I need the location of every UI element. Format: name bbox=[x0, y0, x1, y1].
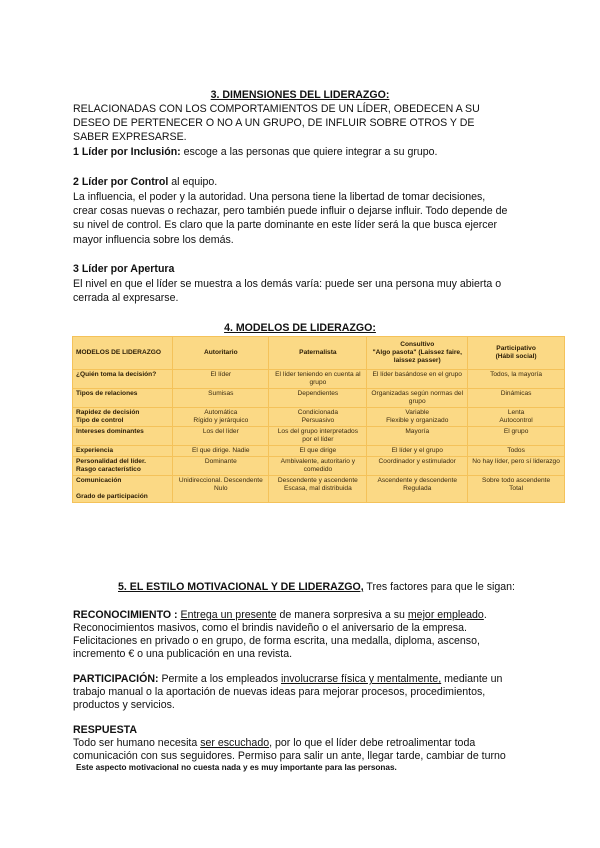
section-4-title: 4. MODELOS DE LIDERAZGO: bbox=[224, 322, 376, 334]
table-cell: Dinámicas bbox=[468, 389, 565, 408]
table-cell: Los del líder bbox=[173, 427, 269, 446]
table-cell: Mayoría bbox=[367, 427, 468, 446]
recognition-desc-3: incremento € o una publicación en una revista. bbox=[73, 648, 293, 660]
section-5-title-tail: Tres factores para que le sigan: bbox=[363, 581, 515, 593]
response-line-1 bbox=[73, 736, 475, 750]
section-3-intro-line-1: RELACIONADAS CON LOS COMPORTAMIENTOS DE UN LÍDER, OBEDECEN A SU bbox=[73, 103, 480, 115]
response-note: Este aspecto motivacional no cuesta nada y es muy importante para las personas. bbox=[76, 763, 397, 772]
participation-desc-2: productos y servicios. bbox=[73, 699, 175, 711]
recognition-underline-2: mejor empleado bbox=[407, 609, 484, 621]
table-cell: Organizadas según normas del grupo bbox=[367, 389, 468, 408]
table-row bbox=[73, 370, 565, 389]
column-header: Autoritario bbox=[173, 337, 269, 370]
recognition-desc-1: Reconocimientos masivos, como el brindis navideño o el aniversario de la empresa. bbox=[73, 622, 467, 634]
section-5-title: 5. EL ESTILO MOTIVACIONAL Y DE LIDERAZGO, bbox=[118, 581, 364, 593]
column-header: Paternalista bbox=[269, 337, 367, 370]
response-label: RESPUESTA bbox=[73, 724, 137, 736]
leader-control-text: al equipo. bbox=[168, 176, 218, 188]
table-cell: El líder y el grupo bbox=[367, 446, 468, 457]
table-row bbox=[73, 446, 565, 457]
table-row bbox=[73, 389, 565, 408]
table-cell: No hay líder, pero sí liderazgo bbox=[468, 457, 565, 476]
row-header-cell: Tipos de relaciones bbox=[73, 389, 173, 408]
table-cell: El que dirige bbox=[269, 446, 367, 457]
recognition-line bbox=[73, 608, 487, 622]
row-header-cell: Intereses dominantes bbox=[73, 427, 173, 446]
table-cell: Ascendente y descendente Regulada bbox=[367, 476, 468, 503]
participation-post: mediante un bbox=[441, 673, 503, 685]
leader-control-desc-1: La influencia, el poder y la autoridad. Una persona tiene la libertad de tomar decisiones, bbox=[73, 191, 486, 203]
table-cell: Ambivalente, autoritario y comedido bbox=[269, 457, 367, 476]
section-3-intro-line-3: SABER EXPRESARSE. bbox=[73, 131, 187, 143]
column-header: MODELOS DE LIDERAZGO bbox=[73, 337, 173, 370]
leader-control-desc-4: mayor influencia sobre los demás. bbox=[73, 234, 234, 246]
recognition-underline-1: Entrega un presente bbox=[180, 609, 277, 621]
table-cell: El que dirige. Nadie bbox=[173, 446, 269, 457]
response-post: , por lo que el líder debe retroalimentar toda bbox=[269, 737, 476, 749]
leader-control-desc-2: crear cosas nuevas o rechazar, pero también puede influir o dejarse influir. Todo depende de bbox=[73, 205, 508, 217]
table-row bbox=[73, 427, 565, 446]
column-header: Consultivo "Algo pasota" (Laissez faire, laissez passer) bbox=[367, 337, 468, 370]
participation-desc-1: trabajo manual o la aportación de nuevas ideas para mejorar procesos, procedimientos, bbox=[73, 686, 486, 698]
row-header-cell: Experiencia bbox=[73, 446, 173, 457]
response-pre: Todo ser humano necesita bbox=[73, 737, 201, 749]
leader-control-desc-3: su nivel de control. Es claro que la parte dominante en este líder será la que busca ejercer bbox=[73, 219, 497, 231]
leader-openness-desc-1: El nivel en que el líder se muestra a los demás varía: puede ser una persona muy abierta o bbox=[73, 278, 502, 290]
leader-openness-desc-2: cerrada al expresarse. bbox=[73, 292, 179, 304]
table-cell: Dominante bbox=[173, 457, 269, 476]
response-underline: ser escuchado bbox=[200, 737, 270, 749]
table-body bbox=[73, 370, 565, 503]
recognition-label: RECONOCIMIENTO : bbox=[73, 609, 178, 621]
table-cell: Dependientes bbox=[269, 389, 367, 408]
table-cell: Variable Flexible y organizado bbox=[367, 408, 468, 427]
table-row bbox=[73, 457, 565, 476]
table-cell: Todos bbox=[468, 446, 565, 457]
section-3-title: 3. DIMENSIONES DEL LIDERAZGO: bbox=[210, 89, 390, 101]
column-header: Participativo (Hábil social) bbox=[468, 337, 565, 370]
participation-pre: Permite a los empleados bbox=[158, 673, 282, 685]
table-header bbox=[73, 337, 565, 370]
section-3-intro-line-2: DESEO DE PERTENECER O NO A UN GRUPO, DE INFLUIR SOBRE OTROS Y DE bbox=[73, 117, 475, 129]
leader-control bbox=[73, 175, 217, 189]
recognition-desc-2: Felicitaciones en privado o en grupo, de forma escrita, una medalla, diploma, ascenso, bbox=[73, 635, 480, 647]
table-cell: Lenta Autocontrol bbox=[468, 408, 565, 427]
participation-underline: involucrarse física y mentalmente, bbox=[281, 673, 442, 685]
leader-inclusion-text: escoge a las personas que quiere integrar a su grupo. bbox=[180, 146, 438, 158]
participation-label: PARTICIPACIÓN: bbox=[73, 673, 159, 685]
table-cell: Descendente y ascendente Escasa, mal distribuida bbox=[269, 476, 367, 503]
recognition-mid: de manera sorpresiva a su bbox=[276, 609, 408, 621]
table-header-row bbox=[73, 337, 565, 370]
leader-inclusion-label: 1 Líder por Inclusión: bbox=[73, 146, 181, 158]
recognition-end: . bbox=[483, 609, 487, 621]
row-header-cell: Rapidez de decisión Tipo de control bbox=[73, 408, 173, 427]
table-cell: El grupo bbox=[468, 427, 565, 446]
table-cell: Los del grupo interpretados por el líder bbox=[269, 427, 367, 446]
row-header-cell: Personalidad del líder. Rasgo característico bbox=[73, 457, 173, 476]
response-line-2: comunicación con sus seguidores. Permiso para salir un ante, llegar tarde, cambiar de turno bbox=[73, 750, 506, 762]
table-cell: Condicionada Persuasivo bbox=[269, 408, 367, 427]
table-cell: Sobre todo ascendente Total bbox=[468, 476, 565, 503]
section-5-heading bbox=[118, 580, 515, 594]
leader-control-label: 2 Líder por Control bbox=[73, 176, 169, 188]
table-row bbox=[73, 408, 565, 427]
table-cell: Todos, la mayoría bbox=[468, 370, 565, 389]
row-header-cell: Comunicación Grado de participación bbox=[73, 476, 173, 503]
table-cell: Coordinador y estimulador bbox=[367, 457, 468, 476]
participation-line bbox=[73, 672, 502, 686]
table-cell: Sumisas bbox=[173, 389, 269, 408]
table-cell: El líder bbox=[173, 370, 269, 389]
leadership-models-table bbox=[72, 336, 565, 503]
leader-inclusion bbox=[73, 145, 438, 159]
table-row bbox=[73, 476, 565, 503]
leader-openness-label: 3 Líder por Apertura bbox=[73, 263, 175, 275]
row-header-cell: ¿Quién toma la decisión? bbox=[73, 370, 173, 389]
table-cell: El líder basándose en el grupo bbox=[367, 370, 468, 389]
table-cell: El líder teniendo en cuenta al grupo bbox=[269, 370, 367, 389]
table-cell: Automática Rígido y jerárquico bbox=[173, 408, 269, 427]
table-cell: Unidireccional. Descendente Nulo bbox=[173, 476, 269, 503]
